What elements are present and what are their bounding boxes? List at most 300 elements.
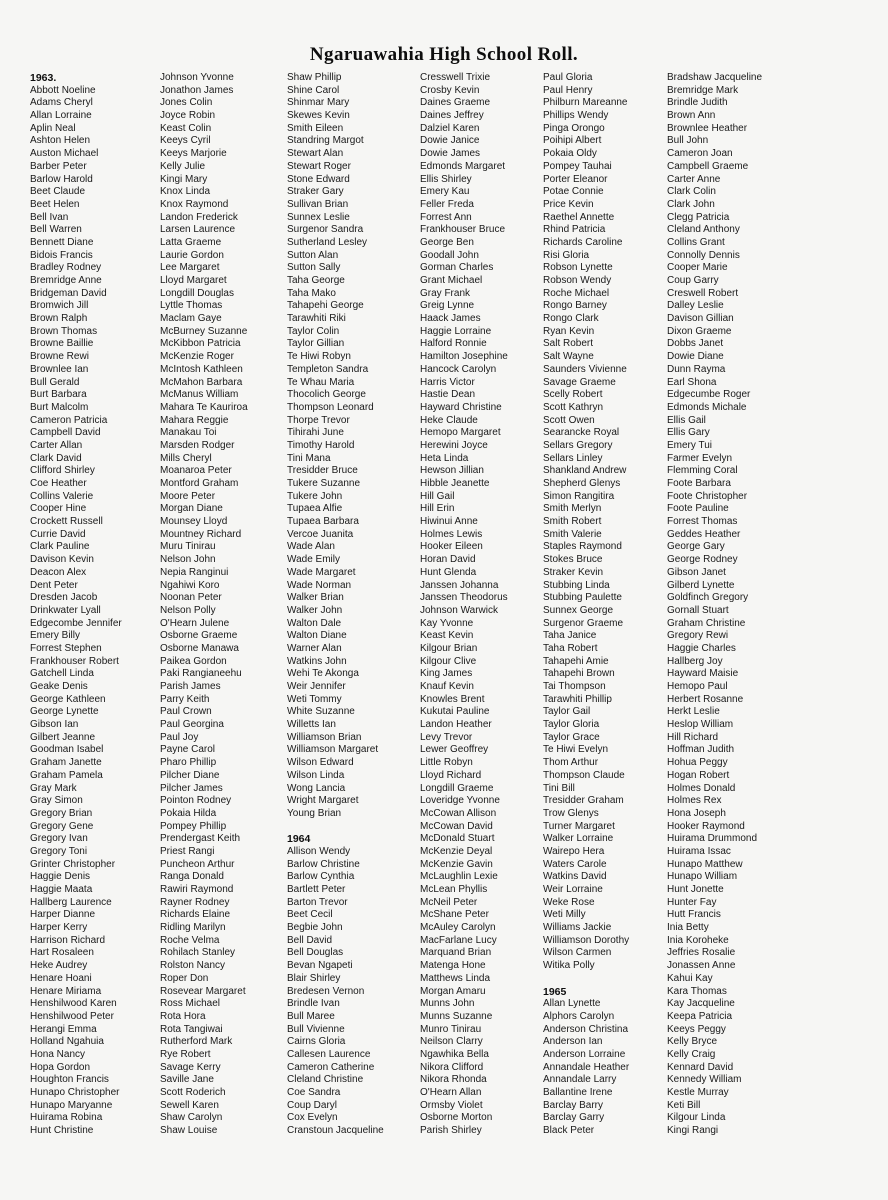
roll-entry: Graham Christine [667,617,746,629]
roll-entry: Hooker Raymond [667,820,745,832]
roll-entry: Tini Mana [287,452,331,464]
roll-columns [30,72,827,1138]
roll-entry: Keast Colin [160,122,212,134]
roll-entry: Richards Elaine [160,909,231,921]
roll-entry: Dowie Janice [420,135,480,147]
roll-entry: Prendergast Keith [160,833,241,845]
roll-entry: Hunapo Matthew [667,858,743,870]
roll-entry: Simon Rangitira [543,490,615,502]
roll-entry: Brownlee Heather [667,122,748,134]
roll-entry: Neilson Clarry [420,1036,483,1048]
roll-entry: Herewini Joyce [420,439,488,451]
roll-entry: Crockett Russell [30,516,103,528]
roll-entry: Stewart Roger [287,160,351,172]
roll-entry: Dowie James [420,148,481,160]
roll-entry: Keeys Cyril [160,135,211,147]
roll-entry: Inia Koroheke [667,934,729,946]
roll-entry: Tukere Suzanne [287,478,361,489]
roll-entry: Kilgour Clive [420,655,477,667]
roll-entry: Gibson Ian [30,719,79,731]
roll-entry: Warner Alan [287,642,342,654]
roll-entry: Harper Dianne [30,909,96,921]
roll-entry: Cairns Gloria [287,1036,346,1048]
roll-entry: Halford Ronnie [420,338,487,350]
roll-entry: Herbert Rosanne [667,693,744,705]
roll-entry: Clark John [667,198,715,210]
roll-entry: Cleland Anthony [667,224,740,236]
roll-entry: Ryan Kevin [543,325,595,337]
roll-entry: Williamson Brian [287,731,362,743]
roll-entry: Lewer Geoffrey [420,744,489,756]
roll-entry: Weir Lorraine [543,884,603,895]
roll-entry: Latta Graeme [160,236,222,248]
roll-entry: Pharo Phillip [160,757,217,769]
roll-entry: Hart Rosaleen [30,947,94,959]
roll-entry: Barlow Christine [287,858,360,870]
roll-entry: Kilgour Brian [420,642,478,654]
roll-entry: Shaw Louise [160,1125,218,1137]
roll-entry: Brindle Ivan [287,998,340,1010]
roll-entry: Taylor Gillian [287,338,345,350]
roll-entry: Sunnex Leslie [287,211,350,223]
roll-entry: Waters Carole [543,858,607,870]
roll-entry: Edgecumbe Roger [667,389,751,401]
roll-entry: Hallberg Joy [667,655,723,667]
roll-entry: Goldfinch Gregory [667,592,749,604]
roll-entry: Risi Gloria [543,249,590,261]
roll-entry: Knauf Kevin [420,681,474,692]
roll-entry: Cooper Marie [667,262,728,274]
roll-entry: Parish Shirley [420,1125,482,1137]
roll-entry: Henshilwood Karen [30,998,117,1010]
roll-entry: Forrest Stephen [30,642,102,654]
roll-entry: Williams Jackie [543,922,612,934]
roll-entry: Rongo Barney [543,300,607,312]
roll-entry: Allan Lorraine [30,110,92,122]
roll-entry: Rota Tangiwai [160,1023,223,1035]
roll-entry: Wright Margaret [287,795,359,807]
roll-entry: Smith Merlyn [543,503,602,515]
roll-entry: Burt Malcolm [30,401,89,413]
roll-entry: Heta Linda [420,452,469,464]
roll-entry: Bradshaw Jacqueline [667,72,763,83]
roll-entry: Drinkwater Lyall [30,604,101,616]
roll-entry: Nelson John [160,554,216,566]
roll-entry: Hemopo Margaret [420,427,501,439]
roll-entry: Kelly Craig [667,1048,716,1060]
roll-entry: Dresden Jacob [30,592,98,604]
roll-entry: Robson Lynette [543,262,613,274]
roll-entry: Munns Suzanne [420,1010,493,1022]
roll-entry: Porter Eleanor [543,173,608,185]
roll-entry: Gregory Rewi [667,630,729,642]
roll-entry: Davison Kevin [30,554,94,566]
roll-entry: Lee Margaret [160,262,220,274]
roll-entry: Bremridge Anne [30,275,102,286]
roll-entry: Jonassen Anne [667,960,736,972]
roll-entry: Foote Barbara [667,478,731,489]
roll-entry: Morgan Diane [160,503,223,515]
roll-entry: Tresidder Graham [543,795,624,807]
roll-entry: Bennett Diane [30,236,94,248]
roll-entry: Brown Ralph [30,313,88,325]
roll-entry: Henare Miriama [30,985,102,997]
roll-entry: Mills Cheryl [160,452,212,464]
roll-entry: Payne Carol [160,744,216,756]
roll-entry: Marsden Rodger [160,439,235,451]
roll-entry: Sewell Karen [160,1099,219,1111]
roll-entry: George Gary [667,541,725,553]
roll-entry: Tahapehi Brown [543,668,615,680]
roll-entry: Anderson Christina [543,1023,629,1035]
roll-entry: Wilson Carmen [543,947,612,959]
roll-entry: Hill Erin [420,503,455,515]
roll-entry: Kay Jacqueline [667,998,735,1010]
roll-entry: McKenzie Gavin [420,858,493,870]
roll-entry: Bartlett Peter [287,884,346,895]
roll-entry: Sellars Gregory [543,439,613,451]
roll-entry: Huirama Drummond [667,833,758,845]
roll-entry: Mountney Richard [160,528,242,540]
roll-entry: Pointon Rodney [160,795,232,807]
roll-entry: Adams Cheryl [30,97,93,109]
roll-entry: Tarawhiti Riki [287,313,346,325]
roll-entry: Beet Helen [30,198,80,210]
roll-entry: Bell Ivan [30,211,69,223]
roll-entry: Ridling Marilyn [160,922,226,934]
roll-entry: Auston Michael [30,148,99,160]
roll-entry: Bevan Ngapeti [287,960,353,972]
roll-entry: Pompey Tauhai [543,160,612,172]
roll-entry: Shaw Phillip [287,72,342,83]
roll-entry: Bremridge Mark [667,84,739,96]
roll-entry: O'Hearn Julene [160,617,230,629]
roll-entry: Gregory Gene [30,820,94,832]
roll-entry: Poihipi Albert [543,135,602,147]
roll-entry: Anderson Lorraine [543,1048,626,1060]
roll-entry: Osborne Manawa [160,642,239,654]
roll-entry: Stewart Alan [287,148,344,160]
roll-entry: Smith Eileen [287,122,344,134]
roll-entry: George Kathleen [30,693,106,705]
roll-entry: Ormsby Violet [420,1099,483,1111]
roll-entry: Rawiri Raymond [160,884,234,895]
roll-entry: Begbie John [287,922,343,934]
roll-entry: Bredesen Vernon [287,985,365,997]
roll-entry: Pinga Orongo [543,122,605,134]
roll-column-1 [30,72,160,1138]
roll-entry: Rolston Nancy [160,960,226,972]
roll-entry: Scott Owen [543,414,595,426]
roll-entry: Ellis Gary [667,427,710,439]
roll-entry: Clark Pauline [30,541,90,553]
roll-entry: Bradley Rodney [30,262,102,274]
roll-entry: Kingi Mary [160,173,208,185]
roll-entry: Harrison Richard [30,934,106,946]
roll-entry: Graham Pamela [30,769,103,781]
roll-entry: Aplin Neal [30,122,76,134]
roll-entry: Edmonds Michale [667,401,747,413]
roll-entry: Heslop William [667,719,734,731]
roll-entry: McBurney Suzanne [160,325,248,337]
roll-entry: Robson Wendy [543,275,612,286]
roll-entry: Landon Frederick [160,211,238,223]
roll-entry: Holmes Lewis [420,528,483,540]
roll-entry: Wilson Edward [287,757,354,769]
roll-entry: Deacon Alex [30,566,87,578]
roll-entry: Clark David [30,452,82,464]
roll-entry: Ross Michael [160,998,221,1010]
roll-entry: Nikora Rhonda [420,1074,487,1086]
roll-entry: Foote Christopher [667,490,748,502]
roll-entry: Cleland Christine [287,1074,364,1086]
roll-entry: Daines Graeme [420,97,491,109]
roll-entry: Tahapehi George [287,300,364,312]
roll-entry: Carter Allan [30,439,83,451]
roll-entry: Nikora Clifford [420,1061,484,1073]
roll-entry: Edmonds Margaret [420,160,506,172]
roll-entry: Weke Rose [543,896,595,908]
roll-entry: Clegg Patricia [667,211,730,223]
roll-entry: Longdill Douglas [160,287,234,299]
roll-entry: Lloyd Richard [420,769,482,781]
roll-entry: Frankhouser Robert [30,655,119,667]
roll-entry: Saunders Vivienne [543,363,627,375]
roll-entry: Gray Mark [30,782,77,794]
roll-entry: Larsen Laurence [160,224,236,236]
roll-entry: Witika Polly [543,960,595,972]
roll-entry: Taylor Colin [287,325,340,337]
roll-entry: Thocolich George [287,389,366,401]
roll-entry: Hill Richard [667,731,719,743]
roll-entry: Roche Michael [543,287,610,299]
roll-entry: Weti Tommy [287,693,342,705]
roll-entry: Gibson Janet [667,566,726,578]
roll-entry: Hunapo Maryanne [30,1099,113,1111]
roll-entry: Tresidder Bruce [287,465,358,477]
roll-entry: Dowie Diane [667,351,724,363]
roll-entry: Crosby Kevin [420,84,480,96]
roll-entry: Rosevear Margaret [160,985,246,997]
roll-entry: Hunapo William [667,871,738,883]
roll-entry: Hiwinui Anne [420,516,478,528]
roll-entry: Pompey Phillip [160,820,227,832]
roll-entry: Cranstoun Jacqueline [287,1125,384,1137]
roll-entry: Levy Trevor [420,731,473,743]
roll-entry: Coup Daryl [287,1099,338,1111]
roll-entry: Sutton Alan [287,249,339,261]
roll-entry: Hogan Robert [667,769,730,781]
page-title: Ngaruawahia High School Roll. [309,44,579,65]
roll-entry: Kukutai Pauline [420,706,490,718]
roll-entry: Scott Kathryn [543,401,604,413]
roll-entry: Alphors Carolyn [543,1010,615,1022]
roll-entry: Paul Georgina [160,719,224,731]
roll-entry: Tihirahi June [287,427,344,439]
roll-entry: Haggie Denis [30,871,91,883]
roll-entry: Surgenor Graeme [543,617,624,629]
roll-entry: Keeys Peggy [667,1023,726,1035]
roll-entry: Hayward Maisie [667,668,739,680]
roll-entry: Hona Joseph [667,807,726,819]
roll-entry: O'Hearn Allan [420,1087,482,1098]
roll-entry: Davison Gillian [667,313,734,325]
roll-entry: Campbell Graeme [667,160,749,172]
roll-entry: Salt Robert [543,338,594,350]
roll-entry: Kestle Murray [667,1087,729,1098]
roll-entry: Barclay Garry [543,1112,605,1124]
roll-entry: Foote Pauline [667,503,729,515]
roll-entry: Munns John [420,998,475,1010]
roll-entry: Johnson Yvonne [160,72,234,83]
roll-entry: Gilberd Lynette [667,579,735,591]
roll-entry: Thom Arthur [543,757,599,769]
roll-entry: Searancke Royal [543,427,620,439]
roll-entry: Sullivan Brian [287,198,349,210]
roll-entry: Ellis Gail [667,414,706,426]
roll-entry: McCowan David [420,820,493,832]
year-heading: 1964 [287,833,311,846]
roll-entry: Campbell David [30,427,101,439]
roll-entry: Sutherland Lesley [287,236,368,248]
roll-entry: Hoffman Judith [667,744,735,756]
roll-entry: Timothy Harold [287,439,355,451]
roll-entry: Paki Rangianeehu [160,668,242,680]
roll-entry: Cameron Catherine [287,1061,375,1073]
roll-entry: Nepia Ranginui [160,566,229,578]
roll-entry: George Lynette [30,706,99,718]
roll-entry: Moore Peter [160,490,216,502]
roll-entry: Paul Gloria [543,72,593,83]
roll-entry: Turner Margaret [543,820,615,832]
roll-entry: Manakau Toi [160,427,217,439]
roll-entry: Stone Edward [287,173,350,185]
roll-entry: Raethel Annette [543,211,615,223]
roll-entry: McDonald Stuart [420,833,495,845]
roll-entry: Taylor Gloria [543,719,600,731]
roll-entry: Pilcher Diane [160,769,220,781]
roll-entry: Holland Ngahuia [30,1036,104,1048]
roll-entry: Forrest Thomas [667,516,738,528]
roll-entry: Coe Heather [30,478,87,489]
roll-entry: Keast Kevin [420,630,474,642]
roll-entry: King James [420,668,473,680]
roll-entry: Thorpe Trevor [287,414,350,426]
roll-entry: Haggie Lorraine [420,325,492,337]
roll-entry: Flemming Coral [667,465,738,477]
roll-entry: Price Kevin [543,198,594,210]
roll-entry: Edgecombe Jennifer [30,617,122,629]
roll-entry: Graham Janette [30,757,102,769]
roll-entry: Johnson Warwick [420,604,498,616]
roll-entry: Currie David [30,528,86,540]
roll-entry: Sellars Linley [543,452,603,464]
roll-entry: Weir Jennifer [287,681,346,692]
roll-entry: Herangi Emma [30,1023,97,1035]
roll-entry: Walton Diane [287,630,347,642]
roll-entry: Mounsey Lloyd [160,516,228,528]
roll-entry: Keeys Marjorie [160,148,227,160]
roll-entry: Haack James [420,313,481,325]
roll-entry: Rye Robert [160,1048,211,1060]
roll-entry: Cox Evelyn [287,1112,338,1124]
roll-entry: Wade Norman [287,579,352,591]
roll-entry: Puncheon Arthur [160,858,235,870]
roll-entry: Hunter Fay [667,896,717,908]
roll-entry: Beet Claude [30,186,86,198]
roll-entry: Hooker Eileen [420,541,483,553]
roll-entry: Bull John [667,135,709,147]
roll-entry: Collins Valerie [30,490,94,502]
roll-entry: Phillips Wendy [543,110,609,122]
roll-entry: Mahara Te Kauriroa [160,401,248,413]
roll-entry: Ballantine Irene [543,1087,613,1098]
year-heading: 1965 [543,985,567,998]
roll-entry: Hayward Christine [420,401,502,413]
roll-entry: Tupaea Barbara [287,516,359,528]
roll-entry: Pilcher James [160,782,223,794]
roll-entry: Smith Robert [543,516,602,528]
roll-entry: Scott Roderich [160,1087,226,1098]
roll-entry: Roche Velma [160,934,220,946]
roll-entry: Horan David [420,554,476,566]
roll-entry: Standring Margot [287,135,364,147]
roll-entry: Herkt Leslie [667,706,720,718]
roll-entry: Grant Michael [420,275,483,286]
roll-column-5 [543,72,667,1138]
roll-entry: Stubbing Paulette [543,592,622,604]
roll-entry: Little Robyn [420,757,473,769]
roll-entry: Straker Kevin [543,566,604,578]
roll-entry: Tahapehi Amie [543,655,609,667]
roll-entry: Gornall Stuart [667,604,729,616]
roll-entry: Coup Garry [667,275,719,286]
roll-entry: Hunapo Christopher [30,1087,120,1098]
roll-entry: Barber Peter [30,160,87,172]
roll-entry: Kahui Kay [667,972,713,984]
roll-entry: Stokes Bruce [543,554,603,566]
roll-entry: Cresswell Trixie [420,72,491,83]
roll-entry: Goodall John [420,249,479,261]
roll-entry: Bidois Francis [30,249,93,261]
roll-entry: Janssen Theodorus [420,592,508,604]
roll-entry: Hunt Jonette [667,884,724,895]
roll-entry: Gray Simon [30,795,83,807]
roll-entry: Lyttle Thomas [160,300,223,312]
roll-entry: Forrest Ann [420,211,472,223]
roll-entry: Moanaroa Peter [160,465,232,477]
roll-entry: Keti Bill [667,1099,701,1111]
roll-entry: Watkins John [287,655,347,667]
roll-entry: Te Hiwi Robyn [287,351,351,363]
roll-entry: Dobbs Janet [667,338,724,350]
roll-entry: Coe Sandra [287,1087,341,1098]
roll-entry: Hunt Christine [30,1125,94,1137]
roll-entry: McManus William [160,389,239,401]
roll-entry: Kara Thomas [667,985,727,997]
roll-entry: Pokaia Oldy [543,148,597,160]
roll-entry: Bull Gerald [30,376,80,388]
roll-entry: Knox Linda [160,186,211,198]
roll-entry: Rohilach Stanley [160,947,236,959]
roll-entry: Holmes Rex [667,795,722,807]
year-heading: 1963. [30,72,57,84]
roll-entry: Wong Lancia [287,782,346,794]
roll-entry: Te Whau Maria [287,376,355,388]
roll-entry: Templeton Sandra [287,363,369,375]
roll-column-2 [160,72,287,1138]
roll-entry: Bull Maree [287,1010,335,1022]
